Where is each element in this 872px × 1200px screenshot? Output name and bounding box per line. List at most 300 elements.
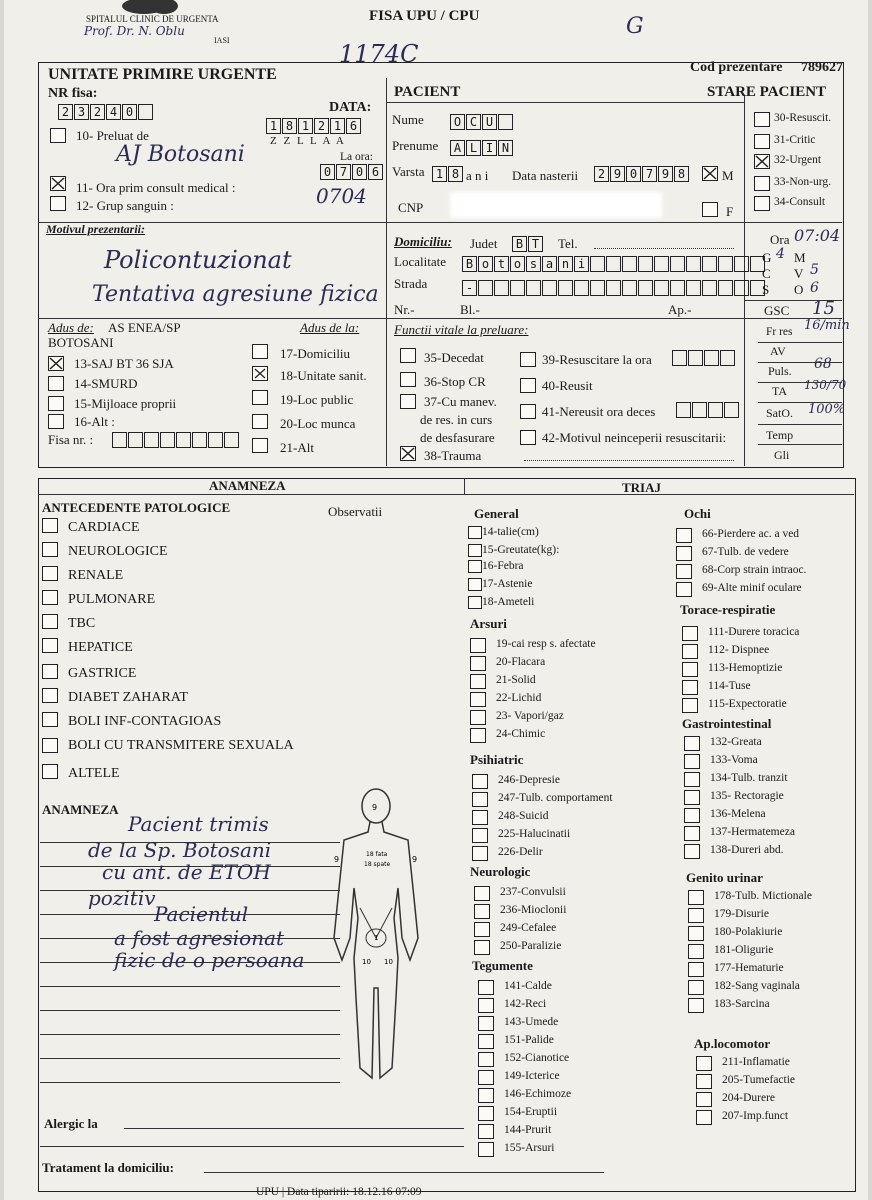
hospital-city: IASI xyxy=(214,36,230,45)
torace-hemoptizie-label: 113-Hemoptizie xyxy=(708,662,783,674)
ant-pulmonare-checkbox[interactable] xyxy=(42,590,58,605)
ant-gastrice-label: GASTRICE xyxy=(68,666,137,681)
teg-reci-checkbox[interactable] xyxy=(478,998,494,1013)
torace-title: Torace-respiratie xyxy=(680,602,776,617)
stare-critic-label: 31-Critic xyxy=(774,134,816,146)
de-la-unitate-checkbox[interactable] xyxy=(252,366,268,381)
prenume-label: Prenume xyxy=(392,138,439,153)
stare-urgent-label: 32-Urgent xyxy=(774,154,822,166)
general-febra-checkbox[interactable] xyxy=(468,560,482,573)
gastro-melena-checkbox[interactable] xyxy=(684,808,700,823)
psih-comportament-checkbox[interactable] xyxy=(472,792,488,807)
gcs-v-val: 5 xyxy=(810,262,819,278)
ant-neurologice-checkbox[interactable] xyxy=(42,542,58,557)
general-febra-label: 16-Febra xyxy=(482,560,524,572)
body-label-head: 9 xyxy=(372,803,378,812)
cnp-label: CNP xyxy=(398,200,424,215)
pacient-title: PACIENT xyxy=(394,84,461,100)
observatii-label: Observatii xyxy=(328,504,383,519)
adus-label: Adus de: xyxy=(48,320,94,335)
resuscitare-label: 39-Resuscitare la ora xyxy=(542,352,652,367)
cod-prezentare-label: Cod prezentare xyxy=(690,60,783,75)
genito-disurie-checkbox[interactable] xyxy=(688,908,704,923)
anamneza-notes-label: ANAMNEZA xyxy=(42,802,119,817)
general-talie-label: 14-talie(cm) xyxy=(482,526,539,538)
gastro-melena-label: 136-Melena xyxy=(710,808,766,820)
neuro-cefalee-label: 249-Cefalee xyxy=(500,922,557,934)
genito-oligurie-label: 181-Oligurie xyxy=(714,944,774,956)
torace-durere-checkbox[interactable] xyxy=(682,626,698,641)
reusit-label: 40-Reusit xyxy=(542,378,593,393)
adus-alt-checkbox[interactable] xyxy=(48,414,64,429)
teg-cianotice-label: 152-Cianotice xyxy=(504,1052,570,1064)
ochi-title: Ochi xyxy=(684,506,711,521)
ochi-tulb-label: 67-Tulb. de vedere xyxy=(702,546,789,558)
stop-cr-checkbox[interactable] xyxy=(400,372,416,387)
stare-title: STARE PACIENT xyxy=(707,84,827,100)
genito-hematurie-checkbox[interactable] xyxy=(688,962,704,977)
body-label-arm-left: 9 xyxy=(334,855,340,864)
grup-checkbox[interactable] xyxy=(50,196,66,211)
sex-f-checkbox[interactable] xyxy=(702,202,718,217)
gcs-ora-hand: 07:04 xyxy=(794,226,841,245)
ant-renale-label: RENALE xyxy=(68,568,124,583)
adus-de-la-label: Adus de la: xyxy=(300,320,360,335)
loco-inflamatie-checkbox[interactable] xyxy=(696,1056,712,1071)
arsuri-lichid-checkbox[interactable] xyxy=(470,692,486,707)
ochi-pierdere-checkbox[interactable] xyxy=(676,528,692,543)
vital-puls-hand: 68 xyxy=(814,356,832,372)
judet-cells[interactable]: B T xyxy=(512,236,544,252)
fisa-nr-label: Fisa nr. : xyxy=(48,432,94,447)
reusit-checkbox[interactable] xyxy=(520,378,536,393)
nr-fisa-cells[interactable]: 2 3 2 4 0 xyxy=(58,104,154,120)
torace-hemoptizie-checkbox[interactable] xyxy=(682,662,698,677)
psih-comportament-label: 247-Tulb. comportament xyxy=(498,792,613,804)
de-la-unitate-label: 18-Unitate sanit. xyxy=(280,368,367,383)
teg-palide-checkbox[interactable] xyxy=(478,1034,494,1049)
vital-sato-hand: 100% xyxy=(808,402,846,417)
gastro-title: Gastrointestinal xyxy=(682,716,772,731)
decedat-label: 35-Decedat xyxy=(424,350,484,365)
torace-tuse-checkbox[interactable] xyxy=(682,680,698,695)
teg-echimoze-checkbox[interactable] xyxy=(478,1088,494,1103)
footer-text: UPU | Data tiparirii: 18.12.16 07:09 xyxy=(256,1186,422,1198)
de-la-public-checkbox[interactable] xyxy=(252,390,268,405)
deces-ora-cells[interactable] xyxy=(676,402,740,418)
arsuri-cai-checkbox[interactable] xyxy=(470,638,486,653)
trauma-label: 38-Trauma xyxy=(424,448,482,463)
arsuri-vapori-checkbox[interactable] xyxy=(470,710,486,725)
adus-alt-label: 16-Alt : xyxy=(74,414,115,429)
cnp-redacted xyxy=(450,192,662,218)
nume-label: Nume xyxy=(392,112,424,127)
stare-urgent-checkbox[interactable] xyxy=(754,154,770,169)
genito-mictionale-label: 178-Tulb. Mictionale xyxy=(714,890,812,902)
form-hand-number: G xyxy=(626,14,644,39)
ochi-alte-label: 69-Alte minif oculare xyxy=(702,582,802,594)
form-title: FISA UPU / CPU xyxy=(369,8,480,24)
ora-prim-label: 11- Ora prim consult medical : xyxy=(76,180,236,195)
stare-critic-checkbox[interactable] xyxy=(754,134,770,149)
gcs-o: O xyxy=(794,282,804,297)
torace-dispnee-checkbox[interactable] xyxy=(682,644,698,659)
adus-smurd-label: 14-SMURD xyxy=(74,376,138,391)
arsuri-vapori-label: 23- Vapori/gaz xyxy=(496,710,564,722)
manev-label-3: de desfasurare xyxy=(420,430,495,445)
arsuri-title: Arsuri xyxy=(470,616,507,631)
body-label-leg-left: 10 xyxy=(362,958,371,966)
ochi-alte-checkbox[interactable] xyxy=(676,582,692,597)
neuro-paralizie-checkbox[interactable] xyxy=(474,940,490,955)
motiv-neinceperii-checkbox[interactable] xyxy=(520,430,536,445)
gcs-ora-label: Ora xyxy=(770,232,790,247)
gastro-dureri-label: 138-Dureri abd. xyxy=(710,844,784,856)
neuro-mioclonii-checkbox[interactable] xyxy=(474,904,490,919)
vital-temp-label: Temp xyxy=(766,428,794,442)
teg-palide-label: 151-Palide xyxy=(504,1034,554,1046)
motiv-label: Motivul prezentarii: xyxy=(46,222,146,236)
gastro-hermatemeza-label: 137-Hermatemeza xyxy=(710,826,795,838)
gastro-rectoragie-checkbox[interactable] xyxy=(684,790,700,805)
stare-nonurg-label: 33-Non-urg. xyxy=(774,176,831,188)
body-label-back: 18 spate xyxy=(364,861,391,868)
loco-durere-label: 204-Durere xyxy=(722,1092,776,1104)
gcs-g-val: 4 xyxy=(776,246,785,262)
psih-suicid-label: 248-Suicid xyxy=(498,810,549,822)
stare-consult-label: 34-Consult xyxy=(774,196,826,208)
vital-frres-hand: 16/min xyxy=(804,318,850,333)
manev-checkbox[interactable] xyxy=(400,394,416,409)
gastro-voma-label: 133-Voma xyxy=(710,754,758,766)
hospital-logo xyxy=(64,0,234,50)
x-mark-icon xyxy=(253,367,267,380)
teg-icterice-label: 149-Icterice xyxy=(504,1070,560,1082)
gcs-v: V xyxy=(794,266,804,281)
ant-contagioase-label: BOLI INF-CONTAGIOAS xyxy=(68,714,222,729)
gastro-dureri-checkbox[interactable] xyxy=(684,844,700,859)
ora-prim-hand: 0704 xyxy=(316,184,367,208)
gastro-voma-checkbox[interactable] xyxy=(684,754,700,769)
stare-consult-checkbox[interactable] xyxy=(754,196,770,211)
vital-ta-label: TA xyxy=(772,384,788,398)
neuro-convulsii-label: 237-Convulsii xyxy=(500,886,566,898)
ora-label: La ora: xyxy=(340,151,373,163)
teg-prurit-checkbox[interactable] xyxy=(478,1124,494,1139)
ant-altele-checkbox[interactable] xyxy=(42,764,58,779)
arsuri-flacara-checkbox[interactable] xyxy=(470,656,486,671)
vital-frres-label: Fr res xyxy=(766,326,793,338)
motiv-hand-1: Policontuzionat xyxy=(104,246,292,274)
motiv-hand-2: Tentativa agresiune fizica xyxy=(92,282,379,307)
gcs-g: G xyxy=(762,250,772,265)
torace-durere-label: 111-Durere toracica xyxy=(708,626,800,638)
gcs-m: M xyxy=(794,250,806,265)
tegumente-title: Tegumente xyxy=(472,958,533,973)
psih-delir-checkbox[interactable] xyxy=(472,846,488,861)
genito-polakiurie-label: 180-Polakiurie xyxy=(714,926,783,938)
antecedente-title: ANTECEDENTE PATOLOGICE xyxy=(42,500,231,515)
vital-av-label: AV xyxy=(770,344,786,358)
ant-pulmonare-label: PULMONARE xyxy=(68,592,156,607)
de-la-munca-label: 20-Loc munca xyxy=(280,416,356,431)
tratament-label: Tratament la domiciliu: xyxy=(42,1160,174,1175)
bl-label: Bl.- xyxy=(460,302,480,317)
torace-expectoratie-checkbox[interactable] xyxy=(682,698,698,713)
ani-label: a n i xyxy=(466,168,489,183)
de-la-domiciliu-label: 17-Domiciliu xyxy=(280,346,351,361)
arsuri-chimic-checkbox[interactable] xyxy=(470,728,486,743)
adus-saj-checkbox[interactable] xyxy=(48,356,64,371)
x-mark-icon xyxy=(401,447,415,460)
teg-reci-label: 142-Reci xyxy=(504,998,547,1010)
de-la-munca-checkbox[interactable] xyxy=(252,414,268,429)
motiv-neinceperii-label: 42-Motivul neinceperii resuscitarii: xyxy=(542,430,727,445)
vital-puls-label: Puls. xyxy=(768,364,792,378)
ant-hepatice-checkbox[interactable] xyxy=(42,638,58,653)
ant-neurologice-label: NEUROLOGICE xyxy=(68,544,168,559)
body-diagram-icon xyxy=(324,788,444,1088)
manev-label-2: de res. in curs xyxy=(420,412,493,427)
teg-calde-label: 141-Calde xyxy=(504,980,552,992)
varsta-cells[interactable]: 1 8 xyxy=(432,166,464,182)
x-mark-icon xyxy=(755,155,769,168)
ant-renale-checkbox[interactable] xyxy=(42,566,58,581)
anamneza-hand-1: Pacient trimis xyxy=(128,812,269,836)
ant-diabet-label: DIABET ZAHARAT xyxy=(68,690,188,705)
data-label: DATA: xyxy=(329,100,372,115)
data-cells[interactable]: 1 8 1 2 1 6 xyxy=(266,118,362,134)
x-mark-icon xyxy=(49,357,63,370)
ora-cells[interactable]: 0 7 0 6 xyxy=(320,164,384,180)
resuscitare-ora-cells[interactable] xyxy=(672,350,736,366)
adus-by: AS ENEA/SP BOTOSANI xyxy=(48,320,181,350)
arsuri-lichid-label: 22-Lichid xyxy=(496,692,542,704)
sex-f-label: F xyxy=(726,204,734,219)
psih-halucinatii-checkbox[interactable] xyxy=(472,828,488,843)
ant-cardiace-checkbox[interactable] xyxy=(42,518,58,533)
gastro-greata-checkbox[interactable] xyxy=(684,736,700,751)
general-talie-checkbox[interactable] xyxy=(468,526,482,539)
ora-prim-checkbox[interactable] xyxy=(50,176,66,191)
loco-inflamatie-label: 211-Inflamatie xyxy=(722,1056,790,1068)
ant-altele-label: ALTELE xyxy=(68,766,120,781)
strada-label: Strada xyxy=(394,276,428,291)
body-label-arm-right: 9 xyxy=(412,855,418,864)
hospital-sub: Prof. Dr. N. Oblu xyxy=(84,24,185,38)
x-mark-icon xyxy=(51,177,65,190)
arsuri-chimic-label: 24-Chimic xyxy=(496,728,546,740)
teg-arsuri-checkbox[interactable] xyxy=(478,1142,494,1157)
nereusit-label: 41-Nereusit ora deces xyxy=(542,404,656,419)
teg-echimoze-label: 146-Echimoze xyxy=(504,1088,572,1100)
ant-sexuala-checkbox[interactable] xyxy=(42,738,58,753)
de-la-domiciliu-checkbox[interactable] xyxy=(252,344,268,359)
gastro-rectoragie-label: 135- Rectoragie xyxy=(710,790,784,802)
anamneza-title: ANAMNEZA xyxy=(209,478,286,493)
nastere-label: Data nasterii xyxy=(512,168,579,183)
genito-polakiurie-checkbox[interactable] xyxy=(688,926,704,941)
decedat-checkbox[interactable] xyxy=(400,348,416,363)
teg-umede-checkbox[interactable] xyxy=(478,1016,494,1031)
teg-arsuri-label: 155-Arsuri xyxy=(504,1142,555,1154)
locomotor-title: Ap.locomotor xyxy=(694,1036,771,1051)
preluat-hand: AJ Botosani xyxy=(116,142,245,167)
localitate-cells[interactable]: B o t o s a n i xyxy=(462,256,766,272)
preluat-label: 10- Preluat de xyxy=(76,128,149,143)
teg-icterice-checkbox[interactable] xyxy=(478,1070,494,1085)
ant-diabet-checkbox[interactable] xyxy=(42,688,58,703)
teg-eruptii-label: 154-Eruptii xyxy=(504,1106,558,1118)
triaj-title: TRIAJ xyxy=(622,480,662,495)
torace-tuse-label: 114-Tuse xyxy=(708,680,751,692)
ochi-corp-label: 68-Corp strain intraoc. xyxy=(702,564,807,576)
form-sheet xyxy=(4,0,868,1200)
ochi-corp-checkbox[interactable] xyxy=(676,564,692,579)
psih-halucinatii-label: 225-Halucinatii xyxy=(498,828,571,840)
teg-cianotice-checkbox[interactable] xyxy=(478,1052,494,1067)
genito-sarcina-checkbox[interactable] xyxy=(688,998,704,1013)
gastro-greata-label: 132-Greata xyxy=(710,736,762,748)
ant-contagioase-checkbox[interactable] xyxy=(42,712,58,727)
anamneza-hand-7: fizic de o persoana xyxy=(114,948,305,972)
general-greutate-label: 15-Greutate(kg): xyxy=(482,544,560,556)
adus-smurd-checkbox[interactable] xyxy=(48,376,64,391)
teg-prurit-label: 144-Prurit xyxy=(504,1124,552,1136)
vital-ta-hand: 130/70 xyxy=(804,378,847,392)
adus-proprii-label: 15-Mijloace proprii xyxy=(74,396,177,411)
domiciliu-label: Domiciliu: xyxy=(394,234,452,249)
prenume-cells[interactable]: A L I N xyxy=(450,140,514,156)
grup-label: 12- Grup sanguin : xyxy=(76,198,174,213)
functii-label: Functii vitale la preluare: xyxy=(394,322,529,337)
general-astenie-checkbox[interactable] xyxy=(468,578,482,591)
loco-durere-checkbox[interactable] xyxy=(696,1092,712,1107)
loco-tumefactie-checkbox[interactable] xyxy=(696,1074,712,1089)
body-label-groin: 1 xyxy=(374,934,379,942)
teg-calde-checkbox[interactable] xyxy=(478,980,494,995)
general-astenie-label: 17-Astenie xyxy=(482,578,533,590)
psih-depresie-checkbox[interactable] xyxy=(472,774,488,789)
ant-tbc-checkbox[interactable] xyxy=(42,614,58,629)
vital-gli-label: Gli xyxy=(774,448,790,462)
gastro-tranzit-checkbox[interactable] xyxy=(684,772,700,787)
loco-tumefactie-label: 205-Tumefactie xyxy=(722,1074,796,1086)
genito-mictionale-checkbox[interactable] xyxy=(688,890,704,905)
genito-sang-checkbox[interactable] xyxy=(688,980,704,995)
genito-sang-label: 182-Sang vaginala xyxy=(714,980,800,992)
anamneza-hand-4: pozitiv xyxy=(88,886,156,910)
stare-nonurg-checkbox[interactable] xyxy=(754,176,770,191)
de-la-alt-checkbox[interactable] xyxy=(252,438,268,453)
anamneza-hand-6: a fost agresionat xyxy=(114,926,285,950)
general-ameteli-checkbox[interactable] xyxy=(468,596,482,609)
gcs-label: GSC xyxy=(764,303,790,318)
alergic-label: Alergic la xyxy=(44,1116,98,1131)
data-hint: Z Z L L A A xyxy=(270,135,346,147)
loco-imp-checkbox[interactable] xyxy=(696,1110,712,1125)
general-title: General xyxy=(474,506,519,521)
ant-cardiace-label: CARDIACE xyxy=(68,520,140,535)
stare-resuscit-checkbox[interactable] xyxy=(754,112,770,127)
varsta-label: Varsta xyxy=(392,164,425,179)
genito-sarcina-label: 183-Sarcina xyxy=(714,998,770,1010)
trauma-checkbox[interactable] xyxy=(400,446,416,461)
sex-m-label: M xyxy=(722,168,734,183)
ant-sexuala-label: BOLI CU TRANSMITERE SEXUALA xyxy=(68,738,294,753)
cod-prezentare-value: 789627 xyxy=(801,60,843,75)
strada-cells[interactable]: - xyxy=(462,280,766,296)
genito-title: Genito urinar xyxy=(686,870,763,885)
sex-m-checkbox[interactable] xyxy=(702,166,718,181)
manev-label-1: 37-Cu manev. xyxy=(424,394,497,409)
anamneza-hand-3: cu ant. de ETOH xyxy=(102,860,271,884)
ap-label: Ap.- xyxy=(668,302,692,317)
psihiatric-title: Psihiatric xyxy=(470,752,524,767)
unitate-title: UNITATE PRIMIRE URGENTE xyxy=(48,66,277,83)
torace-expectoratie-label: 115-Expectoratie xyxy=(708,698,787,710)
torace-dispnee-label: 112- Dispnee xyxy=(708,644,770,656)
vital-sato-label: SatO. xyxy=(766,406,793,420)
adus-proprii-checkbox[interactable] xyxy=(48,396,64,411)
preluat-checkbox[interactable] xyxy=(50,128,66,143)
loco-imp-label: 207-Imp.funct xyxy=(722,1110,789,1122)
gastro-tranzit-label: 134-Tulb. tranzit xyxy=(710,772,788,784)
general-greutate-checkbox[interactable] xyxy=(468,544,482,557)
adus-saj-label: 13-SAJ BT 36 SJA xyxy=(74,356,174,371)
teg-umede-label: 143-Umede xyxy=(504,1016,559,1028)
form-hand-stamp: 1174C xyxy=(339,40,419,68)
general-ameteli-label: 18-Ameteli xyxy=(482,596,535,608)
teg-eruptii-checkbox[interactable] xyxy=(478,1106,494,1121)
tel-label: Tel. xyxy=(558,236,578,251)
nr-fisa-label: NR fisa: xyxy=(48,86,98,101)
gastro-hermatemeza-checkbox[interactable] xyxy=(684,826,700,841)
neuro-mioclonii-label: 236-Mioclonii xyxy=(500,904,567,916)
gcs-o-val: 6 xyxy=(810,280,819,296)
fisa-nr-cells[interactable] xyxy=(112,432,240,448)
resuscitare-checkbox[interactable] xyxy=(520,352,536,367)
nume-cells[interactable]: O C U xyxy=(450,114,514,130)
judet-label: Judet xyxy=(470,236,498,251)
arsuri-cai-label: 19-cai resp s. afectate xyxy=(496,638,596,650)
nastere-cells[interactable]: 2 9 0 7 9 8 xyxy=(594,166,690,182)
genito-oligurie-checkbox[interactable] xyxy=(688,944,704,959)
psih-depresie-label: 246-Depresie xyxy=(498,774,560,786)
hospital-name: SPITALUL CLINIC DE URGENTA xyxy=(86,14,219,24)
ant-tbc-label: TBC xyxy=(68,616,96,631)
neuro-convulsii-checkbox[interactable] xyxy=(474,886,490,901)
stop-cr-label: 36-Stop CR xyxy=(424,374,486,389)
de-la-public-label: 19-Loc public xyxy=(280,392,354,407)
neurologic-title: Neurologic xyxy=(470,864,531,879)
anamneza-hand-2: de la Sp. Botosani xyxy=(88,838,272,862)
ochi-tulb-checkbox[interactable] xyxy=(676,546,692,561)
neuro-cefalee-checkbox[interactable] xyxy=(474,922,490,937)
localitate-label: Localitate xyxy=(394,254,446,269)
gcs-s: S xyxy=(762,282,770,297)
psih-suicid-checkbox[interactable] xyxy=(472,810,488,825)
stare-resuscit-label: 30-Resuscit. xyxy=(774,112,832,124)
anamneza-hand-5: Pacientul xyxy=(154,902,249,926)
nereusit-checkbox[interactable] xyxy=(520,404,536,419)
ant-gastrice-checkbox[interactable] xyxy=(42,664,58,679)
arsuri-solid-checkbox[interactable] xyxy=(470,674,486,689)
body-label-leg-right: 10 xyxy=(384,958,393,966)
gcs-c: C xyxy=(762,266,771,281)
psih-delir-label: 226-Delir xyxy=(498,846,543,858)
de-la-alt-label: 21-Alt xyxy=(280,440,314,455)
